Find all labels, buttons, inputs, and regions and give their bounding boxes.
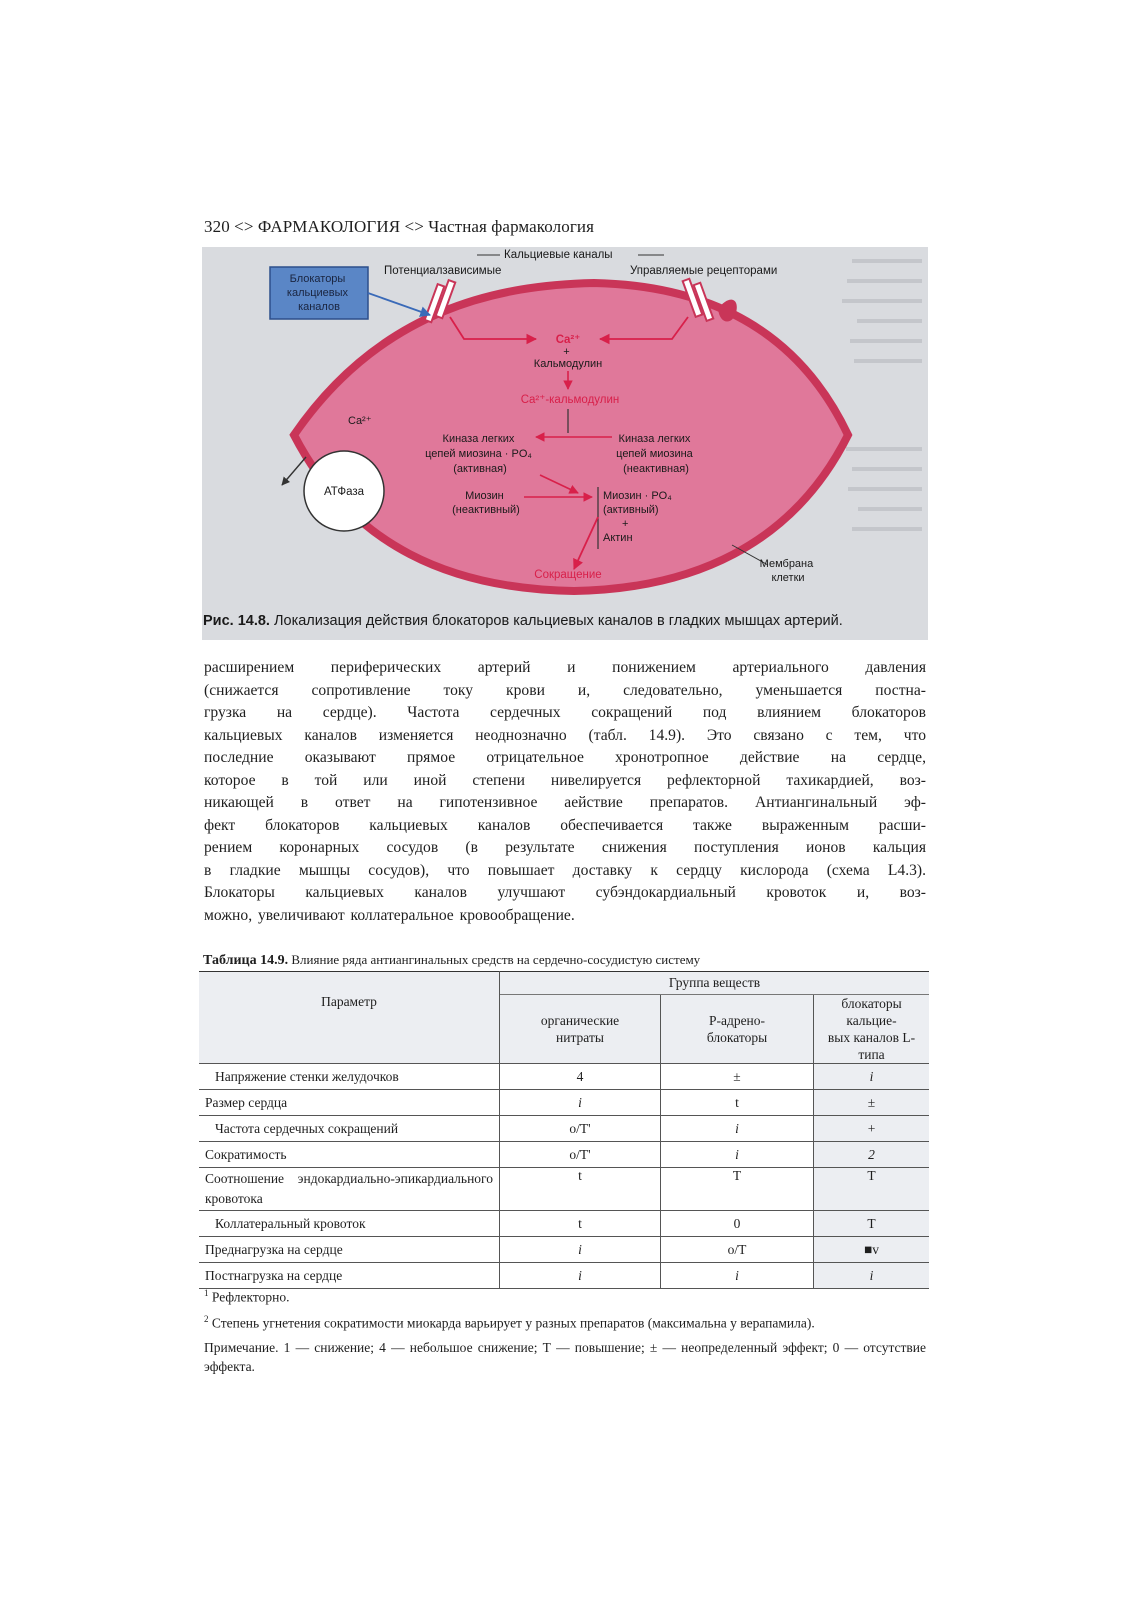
row-param: Частота сердечных сокращений [199, 1116, 500, 1142]
svg-text:Кальциевые каналы [504, 249, 613, 261]
blocker-line-3: каналов [298, 301, 340, 313]
row-param: Соотношение эндокардиально-эпикардиального кровотока [199, 1168, 500, 1211]
kinase-active-2: цепей миозина · PO₄ [425, 448, 532, 460]
row-value-a: i [500, 1263, 661, 1289]
row-value-b: t [661, 1090, 814, 1116]
body-line: рением коронарных сосудов (в результате снижения поступления ионов кальция [204, 839, 926, 856]
svg-text:Управляемые рецепторами [630, 265, 777, 277]
row-value-b: i [661, 1142, 814, 1168]
table-row [199, 1168, 929, 1211]
svg-text:Ca²⁺ [348, 415, 372, 427]
blocker-line-2: кальциевых [286, 287, 349, 299]
row-value-a: i [500, 1237, 661, 1263]
myosin-active-1: Миозин · PO₄ [603, 490, 672, 502]
body-line: кальциевых каналов изменяется неоднозначно (табл. 14.9). Это связано с тем, что [204, 726, 926, 744]
table-row [199, 1064, 929, 1090]
col-a-header: органические нитраты [500, 995, 661, 1064]
table-row [199, 1090, 929, 1116]
myosin-active-2: (активный) [603, 504, 659, 516]
row-value-a: 4 [500, 1064, 661, 1090]
membrane-label-1: Мембрана [759, 558, 814, 570]
body-paragraph [204, 657, 926, 927]
row-value-c: + [814, 1116, 930, 1142]
contraction-label: Сокращение [534, 569, 602, 581]
row-value-b: ± [661, 1064, 814, 1090]
blocker-arrow [368, 293, 430, 315]
row-param: Сократимость [199, 1142, 500, 1168]
caption-text: Локализация действия блокаторов кальциевых каналов в гладких мышцах артерий. [269, 613, 843, 629]
row-param: Постнагрузка на сердце [199, 1263, 500, 1289]
row-value-c: i [814, 1064, 930, 1090]
svg-text:Киназа легких цепей миоз [616, 433, 696, 475]
table-row [199, 1142, 929, 1168]
figure-diagram [202, 247, 928, 640]
body-line: в гладкие мышцы сосудов), что повышает доставку к сердцу кислорода (схема L4.3). [204, 861, 926, 879]
table-title-label: Таблица 14.9. [203, 953, 289, 968]
calmodulin: Кальмодулин [533, 358, 603, 370]
row-param: Размер сердца [199, 1090, 500, 1116]
kinase-active-3: (активная) [453, 463, 507, 475]
row-value-c: Т [814, 1168, 930, 1211]
svg-text:Ca²⁺ [556, 334, 581, 346]
channel-voltage-label: Потенциалзависимые [384, 265, 502, 277]
svg-text:Ca²⁺-кальмодулин [521, 394, 620, 406]
row-value-b: i [661, 1263, 814, 1289]
row-value-b: о/Т [661, 1237, 814, 1263]
kinase-inactive-1: Киназа легких [618, 433, 691, 445]
body-line: грузка на сердце). Частота сердечных сокращений под влиянием блокаторов [204, 704, 926, 721]
row-value-c: i [814, 1263, 930, 1289]
row-value-c: 2 [814, 1142, 930, 1168]
figure-14-8 [202, 247, 928, 640]
row-param: Напряжение стенки желудочков [199, 1064, 500, 1090]
plus-1: + [563, 346, 570, 358]
ca-calmodulin: Ca²⁺-кальмодулин [520, 394, 620, 406]
running-head: 320 <> ФАРМАКОЛОГИЯ <> Частная фармакология [204, 217, 595, 236]
body-line: можно, увеличивают коллатеральное кровообращение. [204, 906, 575, 924]
row-value-b: i [661, 1116, 814, 1142]
body-line: (снижается сопротивление току крови и, следовательно, уменьшается постна- [204, 681, 926, 699]
row-value-c: ■v [814, 1237, 930, 1263]
row-value-a: t [500, 1168, 661, 1211]
myosin-inactive-1: Миозин [465, 490, 504, 502]
table-row [199, 1116, 929, 1142]
table-note: Примечание. 1 — снижение; 4 — небольшое снижение; Т — повышение; ± — неопределенный эффект; 0 — отсутствие эффекта. [204, 1340, 926, 1374]
param-header: Параметр [199, 972, 500, 1064]
body-line: последние оказывают прямое отрицательное хронотропное действие на сердце, [204, 749, 926, 766]
body-line: Блокаторы кальциевых каналов улучшают субэндокардиальный кровоток и, воз- [204, 884, 926, 901]
kinase-inactive-2: цепей миозина [616, 448, 693, 460]
channels-title: Кальциевые каналы [504, 249, 613, 261]
ca-top: Ca²⁺ [555, 334, 581, 346]
row-param: Коллатеральный кровоток [199, 1211, 500, 1237]
table-title [203, 952, 700, 969]
membrane-label-2: клетки [771, 572, 805, 584]
footnotes [204, 1284, 926, 1379]
svg-text:Мембрана клетки [760, 558, 817, 584]
footnote-1: $^1$ Рефлекторно. [204, 1288, 290, 1305]
row-param: Преднагрузка на сердце [199, 1237, 500, 1263]
table-14-9 [199, 971, 929, 1289]
col-b-header: Р-адрено- блокаторы [661, 995, 814, 1064]
group-header: Группа веществ [500, 972, 930, 995]
row-value-b: Т [661, 1168, 814, 1211]
myosin-inactive-2: (неактивный) [452, 504, 520, 516]
body-line: которое в той или иной степени нивелируется рефлекторной тахикардией, воз- [204, 771, 926, 789]
myosin-active-4: Актин [603, 532, 633, 544]
row-value-a: о/Т' [500, 1116, 661, 1142]
row-value-a: t [500, 1211, 661, 1237]
caption-label: Рис. 14.8. [203, 613, 270, 629]
figure-caption [202, 613, 928, 629]
ca-left: Ca²⁺ [348, 415, 372, 427]
footnote-2: $^2$ Степень угнетения сократимости миокарда варьирует у разных препаратов (максимальна у верапамила). [204, 1313, 815, 1330]
svg-text:Сокращение [534, 569, 601, 581]
body-line: расширением периферических артерий и понижением артериального давления [204, 659, 926, 676]
table-title-text: Влияние ряда антиангинальных средств на сердечно-сосудистую систему [288, 952, 701, 967]
svg-text:АТФаза [324, 486, 365, 498]
body-line: фект блокаторов кальциевых каналов обеспечивается также выраженным расши- [204, 816, 926, 834]
svg-text:Потенциалзависимые [384, 265, 501, 277]
row-value-a: о/Т' [500, 1142, 661, 1168]
kinase-active-1: Киназа легких [442, 433, 515, 445]
row-value-a: i [500, 1090, 661, 1116]
bleed-through-texture [842, 259, 922, 531]
blocker-line-1: Блокаторы [289, 273, 346, 285]
kinase-inactive-3: (неактивная) [623, 463, 689, 475]
row-value-c: ± [814, 1090, 930, 1116]
body-line: никающей в ответ на гипотензивное аействие препаратов. Антиангинальный эф- [204, 794, 926, 811]
row-value-c: Т [814, 1211, 930, 1237]
atpase-label: АТФаза [323, 486, 365, 498]
table-row [199, 1211, 929, 1237]
myosin-active-3: + [622, 518, 629, 530]
col-c-header: блокаторы кальцие- вых каналов L-типа [814, 995, 930, 1064]
channel-receptor-label: Управляемые рецепторами [630, 265, 778, 277]
row-value-b: 0 [661, 1211, 814, 1237]
table-row [199, 1237, 929, 1263]
